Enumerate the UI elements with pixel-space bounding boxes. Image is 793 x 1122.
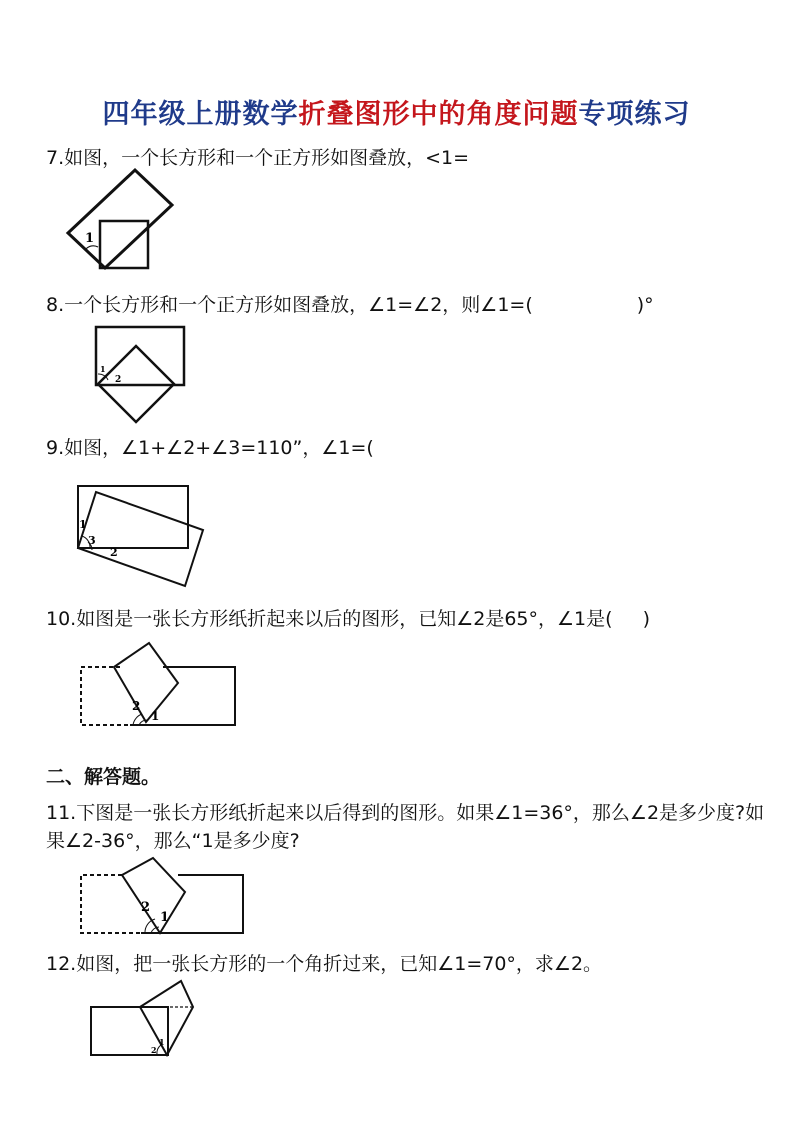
q10-folded-flap — [114, 643, 178, 722]
question-9-text: 9.如图，∠1+∠2+∠3=110”，∠1=( — [46, 437, 374, 459]
title-part-3: 专项练习 — [578, 99, 691, 130]
question-10-figure — [75, 638, 240, 733]
q7-square — [100, 221, 148, 268]
question-10-close: ) — [642, 608, 650, 630]
q11-dashed-outline — [81, 875, 141, 933]
q11-label-2: 2 — [141, 900, 151, 915]
q11-folded-flap — [122, 858, 185, 933]
q9-tilted-rectangle — [78, 492, 203, 586]
question-8-prompt: 8.一个长方形和一个正方形如图叠放，∠1=∠2，则∠1=( — [46, 294, 533, 316]
question-10-prompt: 10.如图是一张长方形纸折起来以后的图形，已知∠2是65°，∠1是( — [46, 608, 613, 630]
question-12-text: 12.如图，把一张长方形的一个角折过来，已知∠1=70°，求∠2。 — [46, 953, 603, 975]
q10-label-2: 2 — [132, 699, 141, 713]
q10-dashed-outline — [81, 667, 130, 725]
question-8-text — [46, 292, 654, 318]
question-7-figure — [60, 165, 180, 275]
question-10-text — [46, 606, 650, 632]
q7-angle-arc — [86, 246, 98, 249]
q12-label-2: 2 — [151, 1045, 157, 1055]
section-heading: 二、解答题。 — [46, 766, 161, 788]
q11-rectangle — [141, 875, 243, 933]
q8-label-1: 1 — [100, 364, 106, 374]
question-7-text: 7.如图，一个长方形和一个正方形如图叠放，<1= — [46, 147, 470, 169]
q7-rectangle — [68, 170, 172, 268]
title-part-2: 折叠图形中的角度问题 — [298, 99, 579, 130]
q8-rectangle — [96, 327, 184, 385]
q10-rectangle — [130, 667, 235, 725]
q12-folded-corner — [140, 981, 193, 1055]
q9-label-3: 3 — [88, 534, 96, 547]
question-8-figure — [90, 320, 195, 430]
q10-label-1: 1 — [151, 709, 160, 723]
question-9-figure — [70, 480, 210, 590]
question-12-figure — [85, 975, 205, 1065]
q12-label-1: 1 — [159, 1037, 165, 1047]
q11-label-1: 1 — [160, 910, 170, 925]
page-title — [0, 92, 793, 131]
q9-label-2: 2 — [110, 546, 118, 559]
q8-label-2: 2 — [115, 375, 122, 385]
q9-label-1: 1 — [79, 518, 87, 531]
question-11-figure — [75, 845, 250, 940]
question-8-close: )° — [636, 294, 654, 316]
title-part-1: 四年级上册数学 — [102, 99, 299, 130]
q7-label-1: 1 — [85, 231, 95, 246]
question-11-text: 11.下图是一张长方形纸折起来以后得到的图形。如果∠1=36°，那么∠2是多少度?如果∠2-36°，那么“1是多少度? — [46, 802, 765, 852]
